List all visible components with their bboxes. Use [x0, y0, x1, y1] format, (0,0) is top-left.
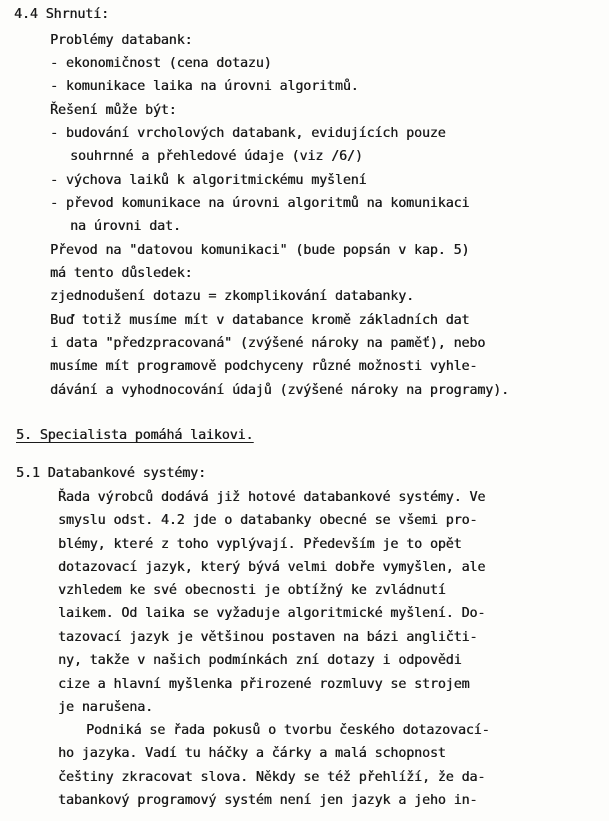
text-line: tazovací jazyk je většinou postaven na bázi angličti-	[58, 630, 478, 645]
list-item: - výchova laiků k algoritmickému myšlení	[50, 173, 367, 188]
list-item: - ekonomičnost (cena dotazu)	[50, 56, 272, 71]
text-line: blémy, které z toho vyplývají. Především je to opět	[58, 537, 462, 552]
text-line: je narušena.	[58, 700, 153, 715]
section-5-heading: 5. Specialista pomáhá laikovi.	[16, 428, 254, 443]
text-line: cize a hlavní myšlenka přirozené rozmluvy se strojem	[58, 677, 470, 692]
text-line: tabankový programový systém není jen jazyk a jeho in-	[58, 793, 478, 808]
text-line: Řada výrobců dodává již hotové databankové systémy. Ve	[58, 490, 486, 505]
text-line: ny, takže v našich podmínkách zní dotazy i odpovědi	[58, 653, 462, 668]
text-line: Převod na "datovou komunikaci" (bude popsán v kap. 5)	[50, 243, 470, 258]
paragraph-first-line: Podniká se řada pokusů o tvorbu českého dotazovací-	[86, 723, 490, 738]
text-line: musíme mít programově podchyceny různé možnosti vyhle-	[50, 359, 478, 374]
text-line: Řešení může být:	[50, 103, 177, 118]
section-5-1-heading: 5.1 Databankové systémy:	[16, 466, 206, 481]
text-line: vzhledem ke své obecnosti je obtížný ke zvládnutí	[58, 583, 446, 598]
text-line: Buď totiž musíme mít v databance kromě základních dat	[50, 313, 470, 328]
section-4-4-heading: 4.4 Shrnutí:	[14, 7, 109, 22]
text-line: dotazovací jazyk, který bývá velmi dobře vymyšlen, ale	[58, 560, 486, 575]
list-item-continuation: na úrovni dat.	[70, 219, 181, 234]
text-line: Problémy databank:	[50, 33, 193, 48]
text-line: laikem. Od laika se vyžaduje algoritmické myšlení. Do-	[58, 606, 486, 621]
text-line: má tento důsledek:	[50, 266, 193, 281]
text-line: dávání a vyhodnocování údajů (zvýšené nároky na programy).	[50, 383, 509, 398]
list-item: - komunikace laika na úrovni algoritmů.	[50, 79, 359, 94]
text-line: i data "předzpracovaná" (zvýšené nároky na paměť), nebo	[50, 336, 486, 351]
text-line: ho jazyka. Vadí tu háčky a čárky a malá schopnost	[58, 746, 446, 761]
list-item: - převod komunikace na úrovni algoritmů na komunikaci	[50, 196, 470, 211]
text-line: zjednodušení dotazu = zkomplikování databanky.	[50, 289, 414, 304]
text-line: smyslu odst. 4.2 jde o databanky obecné se všemi pro-	[58, 513, 478, 528]
text-line: češtiny zkracovat slova. Někdy se též přehlíží, že da-	[58, 770, 486, 785]
list-item: - budování vrcholových databank, evidujících pouze	[50, 126, 446, 141]
list-item-continuation: souhrnné a přehledové údaje (viz /6/)	[70, 149, 363, 164]
